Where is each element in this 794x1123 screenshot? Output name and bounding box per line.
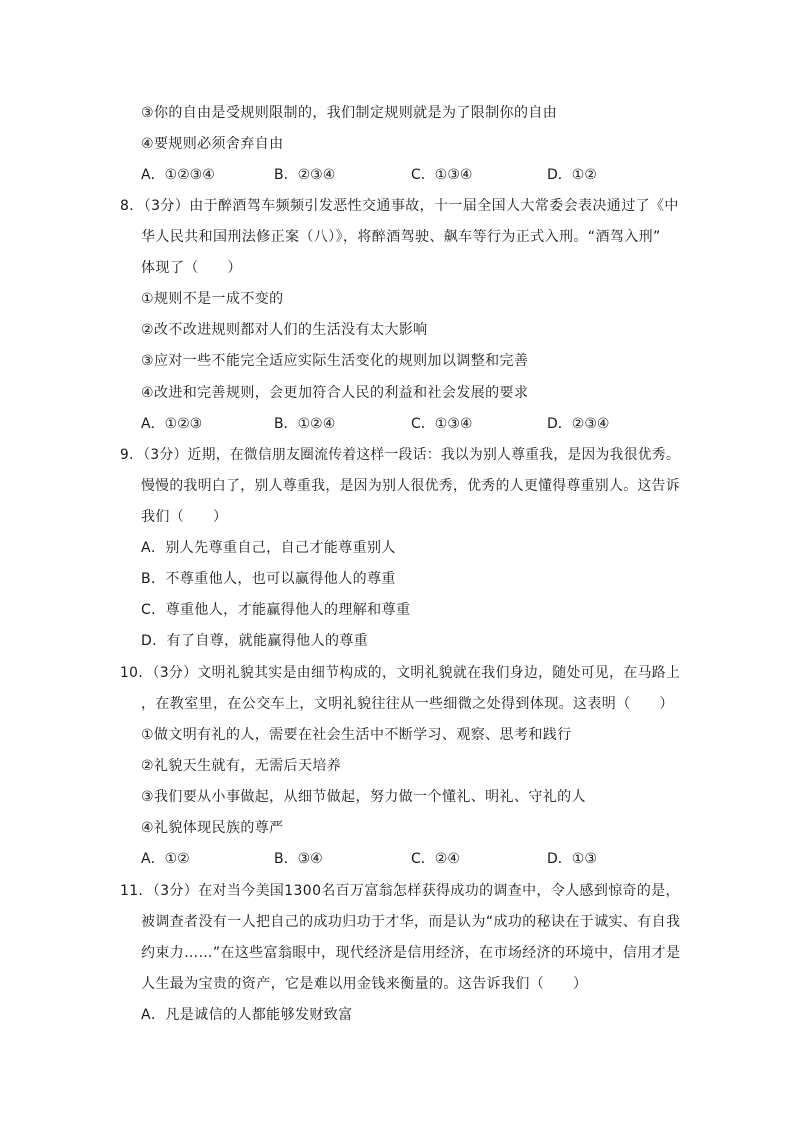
q11-stem-line-1: 11．（3分）在对当今美国1300名百万富翁怎样获得成功的调查中，令人感到惊奇的是，	[120, 883, 680, 899]
q7-statement-3: ③你的自由是受规则限制的，我们制定规则就是为了限制你的自由	[141, 105, 558, 121]
q10-stem-line-2: ，在教室里，在公交车上，文明礼貌往往从一些细微之处得到体现。这表明（ ）	[141, 696, 674, 712]
q10-statement-3: ③我们要从小事做起，从细节做起，努力做一个懂礼、明礼、守礼的人	[141, 789, 586, 805]
q9-option-c: C．尊重他人，才能赢得他人的理解和尊重	[141, 602, 411, 618]
q11-stem-line-2: 被调查者没有一人把自己的成功归功于才华，而是认为“成功的秘诀在于诚实、有自我	[141, 914, 681, 930]
q10-statement-2: ②礼貌天生就有，无需后天培养	[141, 758, 342, 774]
q8-statement-2: ②改不改进规则都对人们的生活没有太大影响	[141, 322, 428, 338]
q8-option-a: A．①②③	[141, 416, 203, 432]
q10-option-b: B．③④	[274, 851, 323, 867]
q7-option-b: B．②③④	[274, 167, 336, 183]
q8-option-b: B．①②④	[274, 416, 336, 432]
q7-statement-4: ④要规则必须舍弃自由	[141, 136, 284, 152]
q8-statement-3: ③应对一些不能完全适应实际生活变化的规则加以调整和完善	[141, 353, 529, 369]
q10-stem-line-1: 10．（3分）文明礼貌其实是由细节构成的，文明礼貌就在我们身边，随处可见，在马路上	[120, 665, 681, 681]
q11-stem-line-3: 约束力……”在这些富翁眼中，现代经济是信用经济，在市场经济的环境中，信用才是	[141, 945, 681, 961]
q9-stem-line-3: 我们（ ）	[141, 509, 228, 525]
q11-option-a: A．凡是诚信的人都能够发财致富	[141, 1007, 353, 1023]
q8-statement-4: ④改进和完善规则，会更加符合人民的利益和社会发展的要求	[141, 385, 529, 401]
q10-option-c: C．②④	[411, 851, 460, 867]
q7-option-c: C．①③④	[411, 167, 473, 183]
q11-stem-line-4: 人生最为宝贵的资产，它是难以用金钱来衡量的。这告诉我们（ ）	[141, 976, 588, 992]
q7-option-a: A．①②③④	[141, 167, 215, 183]
q8-statement-1: ①规则不是一成不变的	[141, 291, 284, 307]
q9-option-d: D．有了自尊，就能赢得他人的尊重	[141, 633, 369, 649]
q8-option-c: C．①③④	[411, 416, 473, 432]
q9-option-a: A．别人先尊重自己，自己才能尊重别人	[141, 540, 396, 556]
q10-statement-4: ④礼貌体现民族的尊严	[141, 820, 284, 836]
q10-option-a: A．①②	[141, 851, 190, 867]
q7-option-d: D．①②	[547, 167, 597, 183]
q9-stem-line-1: 9．（3分）近期，在微信朋友圈流传着这样一段话：我以为别人尊重我，是因为我很优秀。	[120, 447, 681, 463]
q10-statement-1: ①做文明有礼的人，需要在社会生活中不断学习、观察、思考和践行	[141, 727, 572, 743]
q8-option-d: D．②③④	[547, 416, 610, 432]
q8-stem-line-1: 8．（3分）由于醉酒驾车频频引发恶性交通事故，十一届全国人大常委会表决通过了《中	[120, 198, 679, 214]
q10-option-d: D．①③	[547, 851, 597, 867]
q9-option-b: B．不尊重他人，也可以赢得他人的尊重	[141, 571, 396, 587]
q8-stem-line-2: 华人民共和国刑法修正案（八）》，将醉酒驾驶、飙车等行为正式入刑。“酒驾入刑”	[141, 229, 661, 245]
q9-stem-line-2: 慢慢的我明白了，别人尊重我，是因为别人很优秀，优秀的人更懂得尊重别人。这告诉	[141, 478, 680, 494]
q8-stem-line-3: 体现了（ ）	[141, 260, 242, 276]
